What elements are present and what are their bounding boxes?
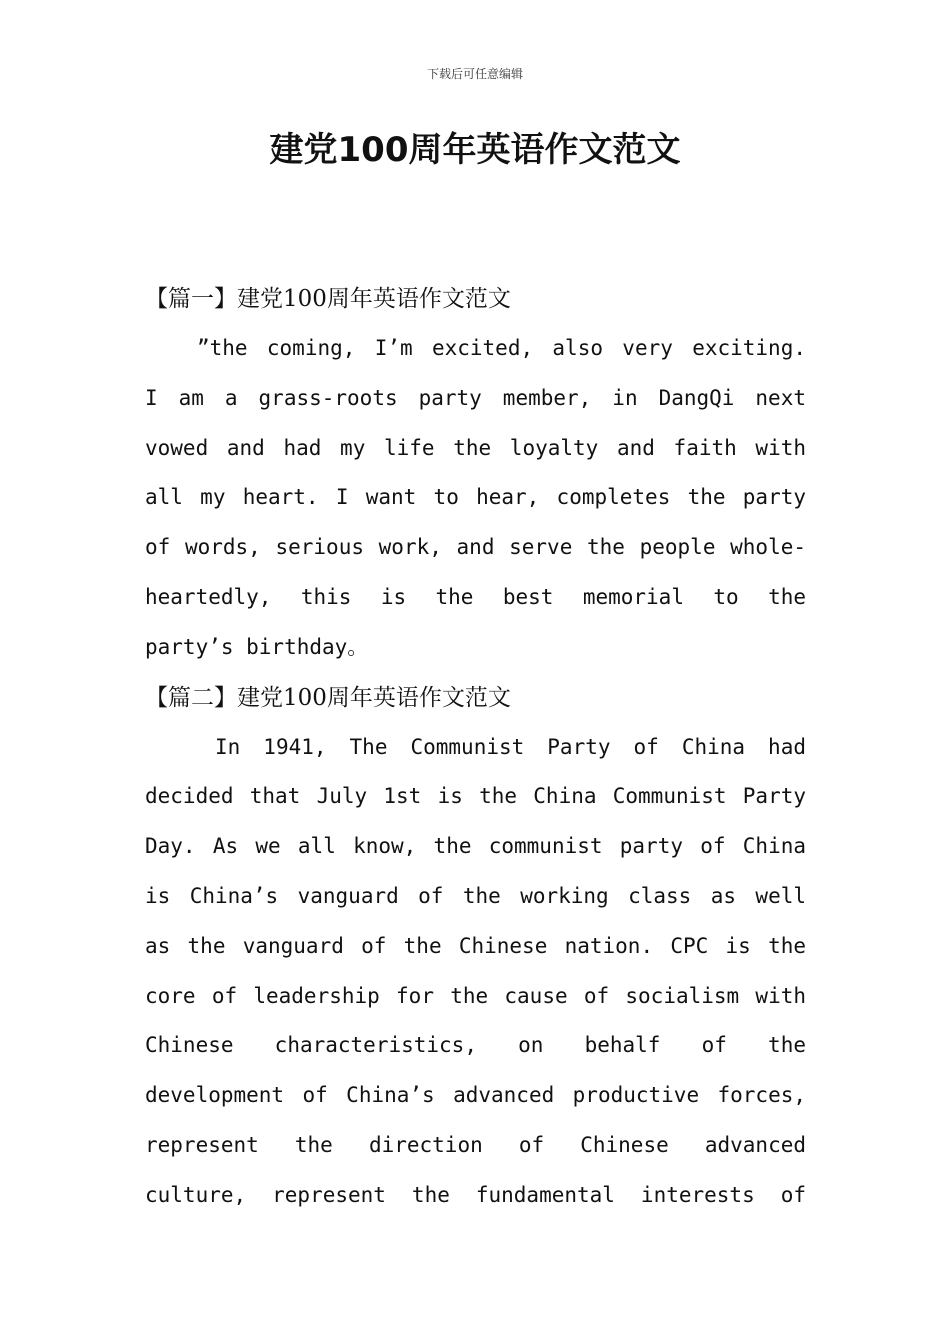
header-note: 下载后可任意编辑 — [426, 67, 523, 81]
paragraph-line: Day. As we all know, the communist party of China — [145, 834, 806, 859]
line-text: ”the coming, I’m excited, also very exciting. — [197, 336, 806, 360]
paragraph-line: core of leadership for the cause of socialism with — [145, 983, 806, 1008]
paragraph-line — [145, 324, 806, 374]
section-heading-2: 【篇二】建党100周年英语作文范文 — [145, 684, 511, 711]
paragraph-line: represent the direction of Chinese advanced — [145, 1132, 806, 1157]
section-1-paragraph — [145, 324, 806, 673]
paragraph-line: development of China’s advanced productive forces, — [145, 1083, 806, 1108]
paragraph-line: of words, serious work, and serve the people whole- — [145, 535, 806, 560]
paragraph-line: as the vanguard of the Chinese nation. CPC is the — [145, 933, 806, 958]
section-heading-1: 【篇一】建党100周年英语作文范文 — [145, 286, 511, 312]
paragraph-line: culture, represent the fundamental interests of — [145, 1182, 806, 1207]
paragraph-line: Chinese characteristics, on behalf of the — [145, 1033, 806, 1058]
paragraph-line: heartedly, this is the best memorial to the — [145, 584, 806, 609]
paragraph-line: I am a grass-roots party member, in DangQi next — [145, 385, 806, 410]
paragraph-line: is China’s vanguard of the working class as well — [145, 883, 806, 908]
paragraph-line — [145, 723, 806, 773]
section-2-paragraph — [145, 723, 806, 1221]
paragraph-line: decided that July 1st is the China Communist Party — [145, 784, 806, 809]
paragraph-line: vowed and had my life the loyalty and faith with — [145, 435, 806, 460]
paragraph-line: all my heart. I want to hear, completes the party — [145, 485, 806, 510]
document-title: 建党100周年英语作文范文 — [269, 130, 681, 170]
paragraph-line: party’s birthday。 — [145, 634, 369, 659]
document-body — [145, 274, 806, 1221]
line-text: In 1941, The Communist Party of China had — [215, 734, 806, 759]
